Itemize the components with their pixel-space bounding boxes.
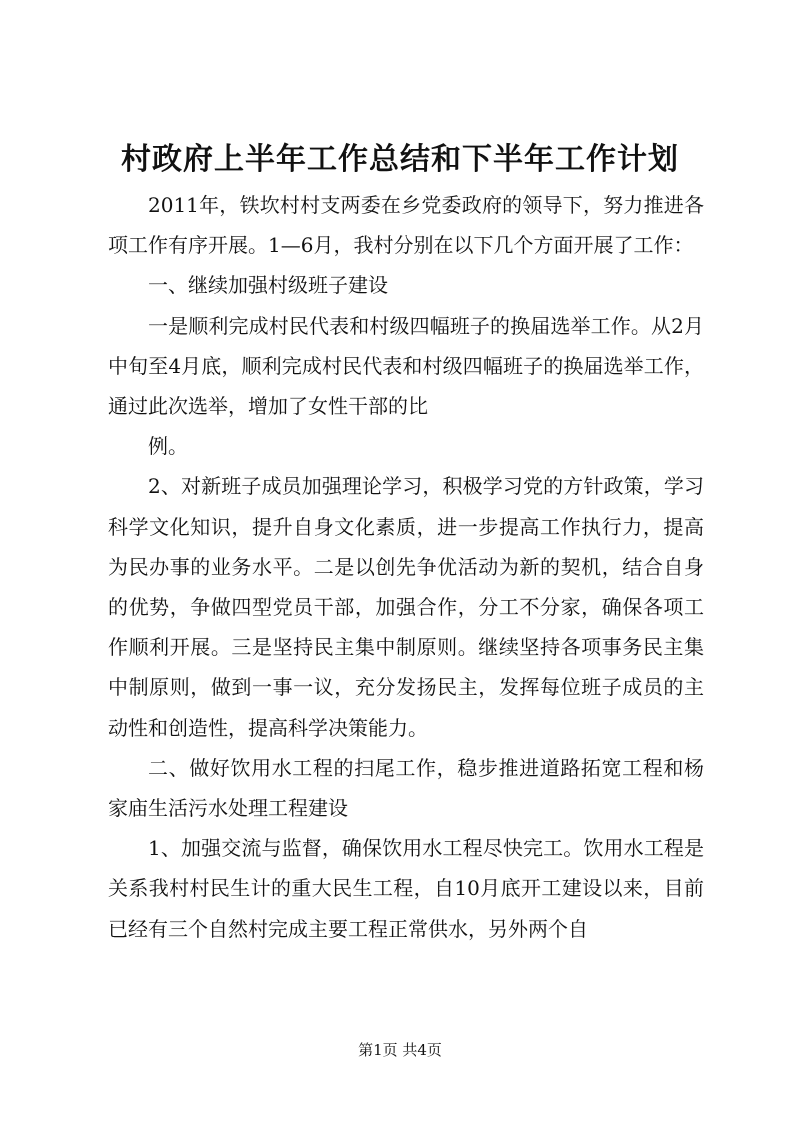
section-heading-1: 一、继续加强村级班子建设: [148, 273, 388, 298]
paragraph-water-project: 1、加强交流与监督，确保饮用水工程尽快完工。饮用水工程是关系我村村民生计的重大民生工程，自10月底开工建设以来，目前已经有三个自然村完成主要工程正常供水，另外两个自: [108, 836, 704, 941]
document-body: [108, 185, 704, 949]
section-heading-2: 二、做好饮用水工程的扫尾工作，稳步推进道路拓宽工程和杨家庙生活污水处理工程建设: [108, 755, 704, 821]
page-footer: 第1页 共4页: [358, 1041, 442, 1059]
paragraph-continuation: 例。: [148, 434, 188, 459]
document-title: 村政府上半年工作总结和下半年工作计划: [121, 142, 679, 177]
paragraph-election: 一是顺利完成村民代表和村级四幅班子的换届选举工作。从2月中旬至4月底，顺利完成村民代表和村级四幅班子的换届选举工作，通过此次选举，增加了女性干部的比: [108, 313, 704, 419]
paragraph-intro: 2011年，铁坎村村支两委在乡党委政府的领导下，努力推进各项工作有序开展。1—6月，我村分别在以下几个方面开展了工作：: [108, 193, 704, 258]
paragraph-study: 2、对新班子成员加强理论学习，积极学习党的方针政策，学习科学文化知识，提升自身文化素质，进一步提高工作执行力，提高为民办事的业务水平。二是以创先争优活动为新的契机，结合自身的优势，争做四型党员干部，加强合作，分工不分家，确保各项工作顺利开展。三是坚持民主集中制原则。继续坚持各项事务民主集中制原则，做到一事一议，充分发扬民主，发挥每位班子成员的主动性和创造性，提高科学决策能力。: [108, 474, 704, 740]
